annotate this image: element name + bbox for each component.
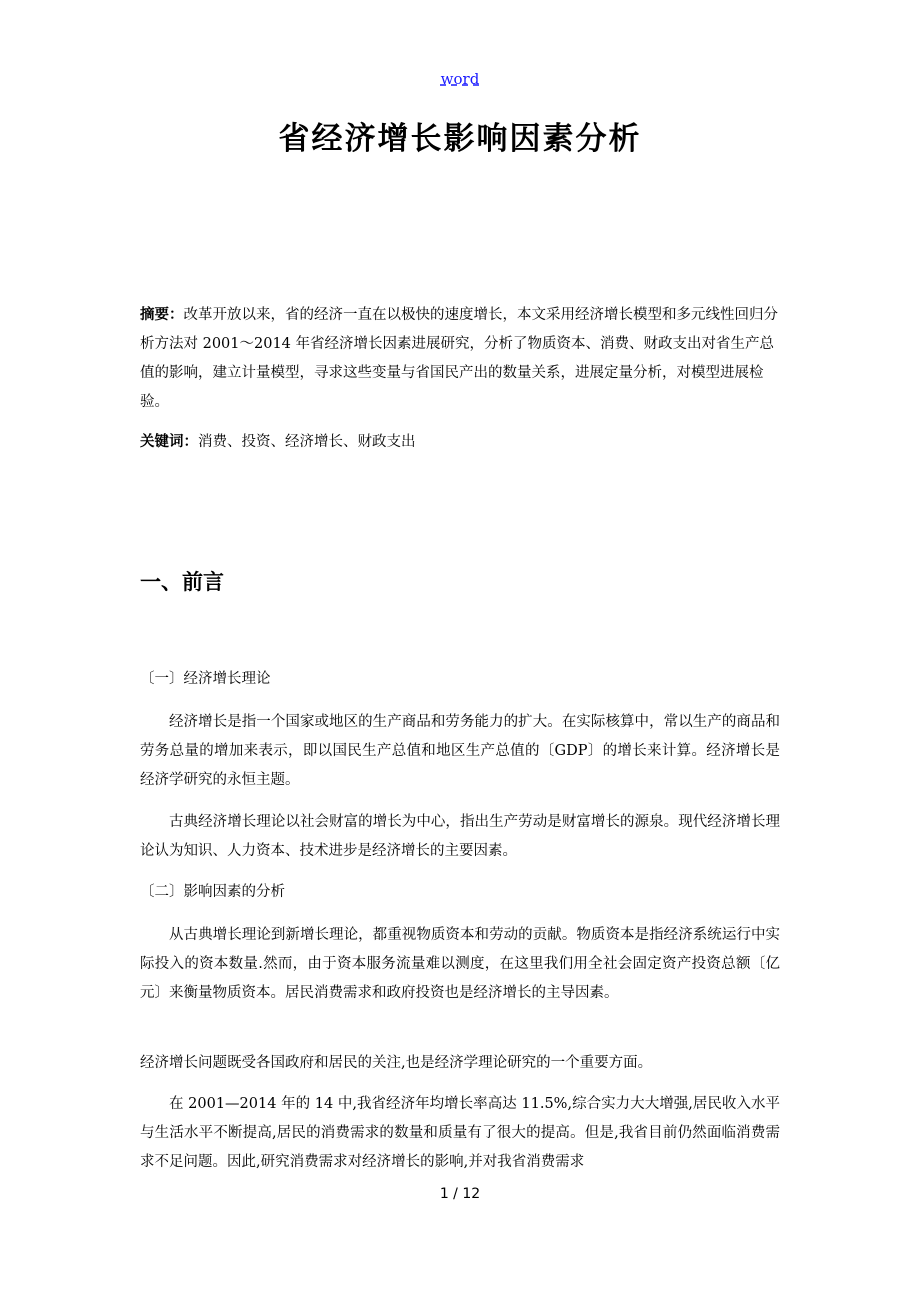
paragraph: 古典经济增长理论以社会财富的增长为中心，指出生产劳动是财富增长的源泉。现代经济增长理论认为知识、人力资本、技术进步是经济增长的主要因素。 [140,814,780,859]
subsection-heading-factor-analysis: 〔二〕影响因素的分析 [140,884,285,900]
page-indicator: 1 / 12 [439,1186,481,1202]
abstract [140,301,780,417]
subsection-heading-growth-theory: 〔一〕经济增长理论 [140,671,271,687]
word-link[interactable]: word [440,70,480,88]
paragraph: 在 2001—2014 年的 14 中,我省经济年均增长率高达 11.5%,综合实力大大增强,居民收入水平与生活水平不断提高,居民的消费需求的数量和质量有了很大的提高。但是,我省目前仍然面临消费需求不足问题。因此,研究消费需求对经济增长的影响,并对我省消费需求 [140,1096,780,1170]
keywords-text: 消费、投资、经济增长、财政支出 [198,434,416,450]
paragraph: 经济增长问题既受各国政府和居民的关注,也是经济学理论研究的一个重要方面。 [140,1055,653,1071]
abstract-text: 改革开放以来，省的经济一直在以极快的速度增长，本文采用经济增长模型和多元线性回归分析方法对 2001～2014 年省经济增长因素进展研究，分析了物质资本、消费、财政支出对省生产总值的影响，建立计量模型，寻求这些变量与省国民产出的数量关系，进展定量分析，对模型进展检验。 [140,307,778,410]
abstract-label: 摘要： [140,307,184,323]
section-heading-preface: 一、前言 [140,570,224,594]
header-word-link [0,70,920,88]
paragraph: 经济增长是指一个国家或地区的生产商品和劳务能力的扩大。在实际核算中，常以生产的商品和劳务总量的增加来表示，即以国民生产总值和地区生产总值的〔GDP〕的增长来计算。经济增长是经济学研究的永恒主题。 [140,714,780,788]
paragraph: 从古典增长理论到新增长理论，都重视物质资本和劳动的贡献。物质资本是指经济系统运行中实际投入的资本数量.然而，由于资本服务流量难以测度，在这里我们用全社会固定资产投资总额〔亿元〕来衡量物质资本。居民消费需求和政府投资也是经济增长的主导因素。 [140,927,780,1001]
keywords [140,428,780,457]
keywords-label: 关键词： [140,434,198,450]
document-title: 省经济增长影响因素分析 [278,121,642,157]
